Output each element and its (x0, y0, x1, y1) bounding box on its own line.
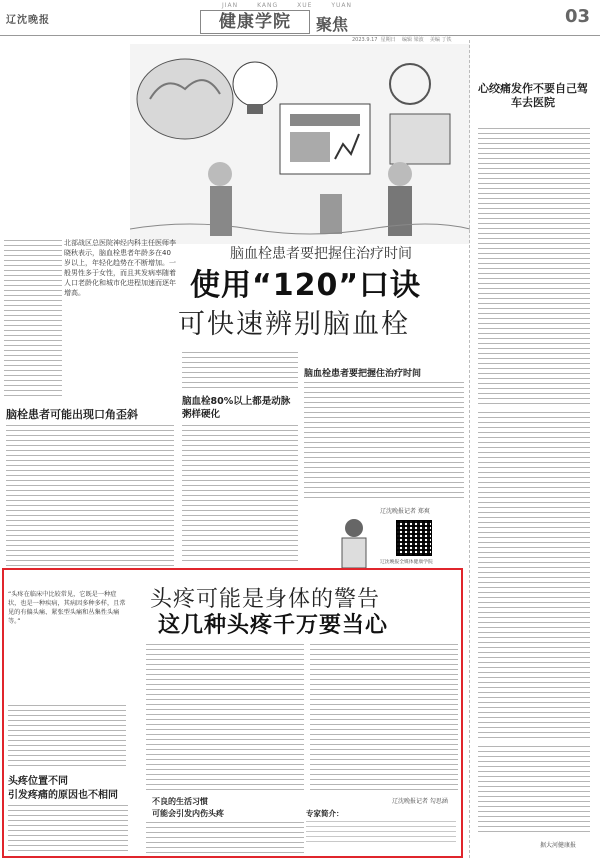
left-subhead: 脑栓患者可能出现口角歪斜 (6, 408, 138, 421)
hero-headline-sub: 可快速辨别脑血栓 (178, 309, 410, 340)
sidebar-body-1 (478, 128, 590, 408)
center-body-text (182, 425, 298, 565)
qr-caption: 辽沈晚报全媒体健康学院 (380, 560, 433, 565)
masthead-pinyin (222, 2, 352, 10)
center-intro-text (182, 352, 298, 392)
feature-subhead-2: 引发疼痛的原因也不相同 (8, 790, 118, 801)
hero-illustration (130, 44, 470, 244)
feature-col1-end (8, 805, 128, 853)
column-title-text: 健康学院 (219, 12, 291, 32)
sidebar-headline: 心绞痛发作不要自己驾车去医院 (478, 82, 588, 109)
expert-bio (306, 821, 456, 845)
feature-quote-cont (8, 705, 126, 770)
right-subhead: 脑血栓患者要把握住治疗时间 (304, 369, 422, 379)
section-label: 聚焦 (316, 15, 349, 34)
left-lead-paragraph (64, 238, 176, 402)
right-byline: 辽沈晚报记者 郑爽 (380, 508, 430, 515)
feature-headline-1: 头疼可能是身体的警告 (150, 587, 381, 612)
masthead-rule (0, 35, 600, 36)
center-subhead: 脑血栓80%以上都是动脉粥样硬化 (182, 396, 291, 420)
hero-headline-top: 脑血栓患者要把握住治疗时间 (230, 246, 412, 262)
pinyin-2: KANG (257, 2, 279, 9)
pinyin-3: XUE (297, 2, 313, 9)
feature-col2-text (146, 644, 304, 794)
feature-quote (8, 590, 128, 705)
feature-col2-end (146, 822, 304, 854)
feature-quote-text: “头疼在临床中比较常见，它既是一种症状，也是一种疾病，其病因多种多样，且常见的有偏头痛、紧张型头痛和丛集性头痛等。” (8, 591, 126, 625)
left-lead-text: 北部战区总医院神经内科主任医师李晓秋表示，脑血栓患者年龄多在40岁以上，年轻化趋势在不断增加。一般男性多于女性，而且其发病率随着人口老龄化和城市化进程加速而逐年增高。 (64, 239, 176, 297)
right-body-text (304, 382, 464, 502)
masthead-logo-text: 辽沈晚报 (6, 15, 50, 26)
qr-code[interactable] (396, 520, 432, 556)
expert-box (306, 808, 458, 853)
feature-subhead-4: 可能会引发内伤头疼 (152, 809, 224, 818)
left-top-text-block (4, 240, 62, 400)
feature-subhead-1: 头疼位置不同 (8, 776, 68, 787)
feature-byline: 辽沈晚报记者 勾思涵 (392, 798, 448, 805)
feature-headline-2: 这几种头疼千万要当心 (158, 613, 389, 638)
expert-label: 专家简介： (306, 809, 344, 818)
sidebar-byline: 据大河健康报 (540, 842, 577, 849)
hero-headline-main: 使用“120”口诀 (190, 268, 422, 303)
page-number: 03 (565, 6, 591, 27)
masthead-logo (6, 8, 54, 26)
doctor-illustration (330, 516, 378, 568)
pinyin-1: JIAN (222, 2, 239, 9)
left-body-text (6, 425, 174, 570)
sidebar-body-2 (478, 412, 590, 742)
issue-info: 2023.9.17 星期日 编辑 梁波 美编 丁铁 (352, 37, 452, 43)
column-title (200, 10, 310, 34)
sidebar-body-3 (478, 746, 590, 836)
feature-subhead-3: 不良的生活习惯 (152, 797, 208, 806)
pinyin-4: YUAN (331, 2, 352, 9)
feature-col3-text (310, 644, 458, 792)
